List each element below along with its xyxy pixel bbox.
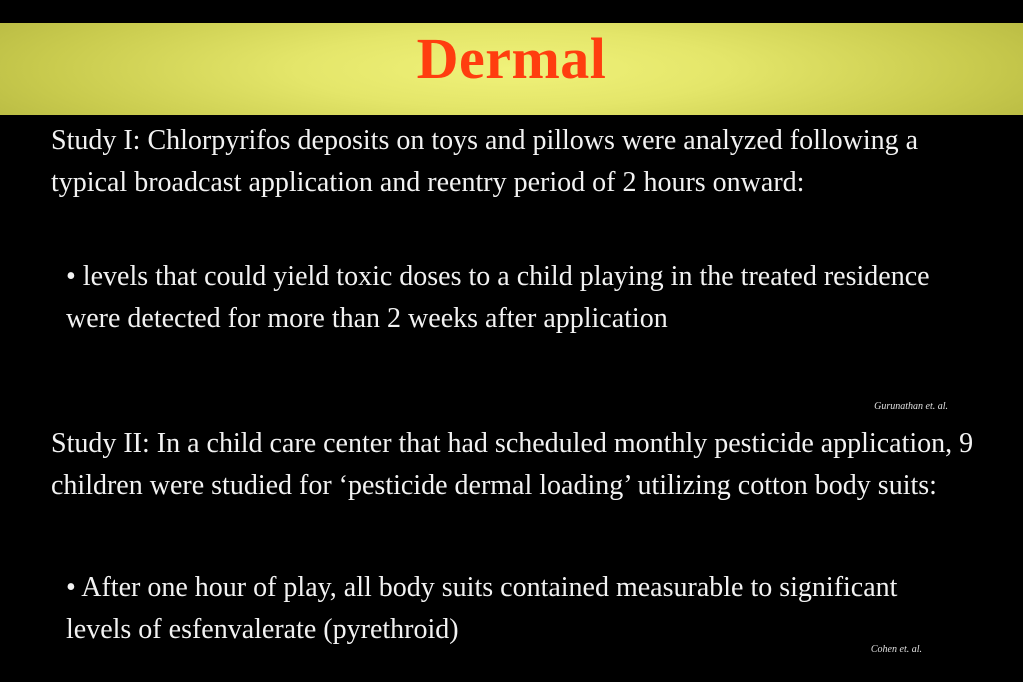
study-2-bullet: • After one hour of play, all body suits contained measurable to significant levels of esfenvalerate (pyrethroid) xyxy=(66,572,898,645)
study-2-text: Study II: In a child care center that had scheduled monthly pesticide application, 9 children were studied for ‘pesticide dermal loading’ utilizing cotton body suits: xyxy=(51,428,974,501)
study-1-bullet: • levels that could yield toxic doses to a child playing in the treated residence were detected for more than 2 weeks after application xyxy=(66,261,930,334)
slide-title: Dermal xyxy=(416,26,607,91)
study-1-citation: Gurunathan et. al. xyxy=(874,401,948,412)
study-2-citation: Cohen et. al. xyxy=(870,644,922,655)
study-1-text: Study I: Chlorpyrifos deposits on toys and pillows were analyzed following a typical broadcast application and reentry period of 2 hours onward: xyxy=(51,125,919,198)
